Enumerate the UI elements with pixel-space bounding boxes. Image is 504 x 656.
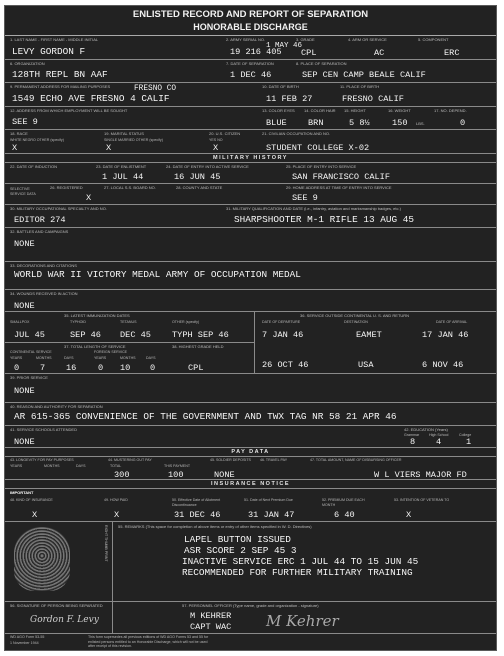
field-serial: 19 216 405: [230, 47, 282, 57]
field-grade: CPL: [301, 48, 317, 58]
label-service-outside: 36. SERVICE OUTSIDE CONTINENTAL U. S. AND RETURN: [300, 313, 410, 318]
field-emp-addr: SEE 9: [12, 117, 38, 127]
label-deposits: 45. SOLDIER DEPOSITS: [210, 458, 251, 462]
label-ins-prem: 52. PREMIUM DUE EACH MONTH: [322, 498, 365, 507]
label-enlistment: 23. DATE OF ENLISTMENT: [96, 164, 147, 169]
field-tetanus: DEC 45: [120, 330, 151, 340]
remark-line-3: INACTIVE SERVICE ERC 1 JUL 44 TO 15 JUN 45: [182, 556, 419, 567]
label-hair: 14. COLOR HAIR: [304, 108, 336, 113]
label-address: 9. PERMANENT ADDRESS FOR MAILING PURPOSES: [10, 84, 111, 89]
marital-options: SINGLE MARRIED OTHER (specify): [104, 138, 163, 142]
label-education: 42. EDUCATION (Years): [404, 427, 448, 432]
field-schools: NONE: [14, 437, 35, 447]
field-home-addr: SEE 9: [292, 193, 318, 203]
field-county: FRESNO CO: [134, 85, 177, 93]
label-total-amount: 47. TOTAL AMOUNT, NAME OF DISBURSING OFFICER: [310, 458, 402, 462]
label-arrival: DATE OF ARRIVAL: [436, 320, 468, 324]
label-reason: 40. REASON AND AUTHORITY FOR SEPARATION: [10, 404, 103, 409]
label-emp-addr: 12. ADDRESS FROM WHICH EMPLOYMENT WILL BE SOUGHT: [10, 108, 128, 113]
label-board: 27. LOCAL S.S. BOARD NO.: [104, 185, 156, 190]
label-pay-days: DAYS: [76, 464, 86, 468]
label-pay-this: THIS PAYMENT: [164, 464, 191, 468]
field-ins-prem: 6 40: [334, 510, 355, 520]
label-dob: 10. DATE OF BIRTH: [262, 84, 299, 89]
field-ins-how: X: [114, 510, 120, 520]
label-qualification: 31. MILITARY QUALIFICATION AND DATE (i.e., infantry, aviation and marksmanship badges, etc.): [226, 206, 401, 211]
field-dependents: 0: [460, 118, 466, 128]
field-name: LEVY GORDON F: [12, 46, 86, 57]
label-months-c: MONTHS: [36, 356, 52, 360]
field-active: 16 JUN 45: [174, 172, 221, 182]
label-personnel-officer: 57. PERSONNEL OFFICER (Type name, grade and organization - signature): [182, 603, 319, 608]
registered-mark: X: [86, 193, 92, 203]
field-other-imm: TYPH SEP 46: [172, 330, 229, 340]
label-days-c: DAYS: [64, 356, 74, 360]
label-component: 5. COMPONENT: [418, 37, 449, 42]
field-ins-eff: 31 DEC 46: [174, 510, 221, 520]
field-component: ERC: [444, 48, 460, 58]
label-years-c: YEARS: [10, 356, 23, 360]
field-date-sep: 1 DEC 46: [230, 70, 272, 80]
label-longevity: 43. LONGEVITY FOR PAY PURPOSES: [10, 458, 74, 462]
label-induction: 22. DATE OF INDUCTION: [10, 164, 58, 169]
form-border: [4, 5, 497, 651]
citizen-mark: X: [213, 143, 219, 153]
field-destination-2: USA: [358, 360, 374, 370]
label-ins-how: 49. HOW PAID: [104, 498, 128, 502]
label-college: College: [459, 433, 472, 437]
field-organization: 128TH REPL BN AAF: [12, 69, 108, 80]
discharge-form: [4, 5, 497, 651]
field-departure-2: 26 OCT 46: [262, 360, 309, 370]
important-label: IMPORTANT: [10, 490, 34, 495]
label-serial: 2. ARMY SERIAL NO.: [226, 37, 266, 42]
label-pay-years: YEARS: [10, 464, 23, 468]
field-edu-high: 4: [436, 437, 442, 447]
thumbprint-label: RIGHT THUMB PRINT: [104, 525, 108, 562]
field-ins-kind: X: [32, 510, 38, 520]
label-remarks: 55. REMARKS (This space for completion of above items or entry of other items specified in W. D. Directives): [118, 524, 312, 529]
form-subtitle: HONORABLE DISCHARGE: [193, 22, 308, 32]
veteran-signature: Gordon F. Levy: [30, 615, 99, 625]
field-for-months: 10: [120, 363, 131, 373]
race-mark: X: [12, 143, 18, 153]
label-typhoid: TYPHOID: [70, 320, 86, 324]
field-mos: EDITOR 274: [14, 215, 66, 225]
label-ins-eff: 50. Effective Date of Allotment Discontinuance: [172, 498, 221, 507]
date-stamp: 1 MAY 46: [266, 42, 303, 50]
field-reason: AR 615-365 CONVENIENCE OF THE GOVERNMENT AND TWX TAG NR 58 21 APR 46: [14, 411, 397, 422]
field-mustering-this: 100: [168, 470, 184, 480]
label-departure: DATE OF DEPARTURE: [262, 320, 301, 324]
remark-line-1: LAPEL BUTTON ISSUED: [184, 534, 291, 545]
label-registered: 26. REGISTERED: [50, 185, 83, 190]
field-place-sep: SEP CEN CAMP BEALE CALIF: [302, 70, 426, 80]
field-dob: 11 FEB 27: [266, 94, 313, 104]
field-prior-service: NONE: [14, 386, 35, 396]
field-destination-1: EAMET: [356, 330, 382, 340]
officer-signature: M Kehrer: [266, 612, 339, 630]
field-address: 1549 ECHO AVE FRESNO 4 CALIF: [12, 93, 170, 104]
label-tetanus: TETANUS: [120, 320, 137, 324]
label-battles: 32. BATTLES AND CAMPAIGNS: [10, 229, 69, 234]
field-cont-days: 16: [66, 363, 77, 373]
label-arm: 4. ARM OR SERVICE: [348, 37, 387, 42]
label-wounds: 34. WOUNDS RECEIVED IN ACTION: [10, 291, 78, 296]
label-highschool: High School: [429, 433, 449, 437]
remark-line-4: RECOMMENDED FOR FURTHER MILITARY TRAINING: [182, 567, 413, 578]
label-place-sep: 8. PLACE OF SEPARATION: [296, 61, 347, 66]
race-options: WHITE NEGRO OTHER (specify): [10, 138, 64, 142]
insurance-band: INSURANCE NOTICE: [4, 479, 497, 489]
field-officer-grade: CAPT WAC: [190, 622, 232, 632]
label-travel: 46. TRAVEL PAY: [260, 458, 288, 462]
field-highest-grade: CPL: [188, 363, 204, 373]
field-deposits: NONE: [214, 470, 235, 480]
field-enlistment: 1 JUL 44: [102, 172, 144, 182]
label-smallpox: SMALLPOX: [10, 320, 30, 324]
label-date-sep: 7. DATE OF SEPARATION: [226, 61, 274, 66]
citizen-options: YES NO: [209, 138, 223, 142]
label-mustering: 44. MUSTERING OUT PAY: [108, 458, 152, 462]
field-disbursing: W L VIERS MAJOR FD: [374, 470, 467, 480]
label-marital: 19. MARITAL STATUS: [104, 131, 144, 136]
label-total-service: 37. TOTAL LENGTH OF SERVICE: [64, 344, 126, 349]
label-months-f: MONTHS: [120, 356, 136, 360]
label-dependents: 17. NO. DEPEND.: [434, 108, 467, 113]
marital-mark: X: [106, 143, 112, 153]
field-officer-name: M KEHRER: [190, 611, 232, 621]
label-prior-service: 39. PRIOR SERVICE: [10, 375, 48, 380]
field-edu-college: 1: [466, 437, 472, 447]
label-highest-grade: 38. HIGHEST GRADE HELD: [172, 344, 224, 349]
field-qualification: SHARPSHOOTER M-1 RIFLE 13 AUG 45: [234, 214, 415, 225]
field-height: 5 8½: [349, 118, 370, 128]
label-days-f: DAYS: [146, 356, 156, 360]
field-hair: BRN: [308, 118, 324, 128]
label-weight: 16. WEIGHT: [388, 108, 411, 113]
selective-service-label: SELECTIVE SERVICE DATA: [10, 187, 36, 196]
label-continental: CONTINENTAL SERVICE: [10, 350, 52, 354]
field-arrival-2: 6 NOV 46: [422, 360, 464, 370]
label-home-addr: 29. HOME ADDRESS AT TIME OF ENTRY INTO SERVICE: [286, 185, 392, 190]
field-eyes: BLUE: [266, 118, 287, 128]
label-grade: 3. GRADE: [296, 37, 315, 42]
label-decorations: 33. DECORATIONS AND CITATIONS: [10, 263, 77, 268]
label-pob: 11. PLACE OF BIRTH: [340, 84, 380, 89]
field-weight: 150: [392, 118, 408, 128]
label-destination: DESTINATION: [344, 320, 368, 324]
label-schools: 41. SERVICE SCHOOLS ATTENDED: [10, 427, 77, 432]
label-grammar: Grammar: [404, 433, 420, 437]
label-entry-place: 25. PLACE OF ENTRY INTO SERVICE: [286, 164, 357, 169]
label-ins-kind: 48. KIND OF INSURANCE: [10, 498, 53, 502]
form-date: 1 November 1944: [10, 641, 39, 645]
label-mos: 30. MILITARY OCCUPATIONAL SPECIALTY AND NO.: [10, 206, 107, 211]
label-veteran-signature: 56. SIGNATURE OF PERSON BEING SEPARATED: [10, 603, 103, 608]
label-active: 24. DATE OF ENTRY INTO ACTIVE SERVICE: [166, 164, 249, 169]
field-mustering-total: 300: [114, 470, 130, 480]
field-cont-months: 7: [40, 363, 46, 373]
field-entry-place: SAN FRANCISCO CALIF: [292, 172, 390, 182]
footer-note: This form supersedes all previous editions of WD AGO Forms 53 and 55 for enlisted persons entitled to an Honorable Discharge, which will not be used after receipt of this revision.: [88, 635, 209, 648]
label-pay-total: TOTAL: [110, 464, 122, 468]
field-civ-occ: STUDENT COLLEGE X-02: [266, 143, 370, 153]
field-edu-grammar: 8: [410, 437, 416, 447]
form-number: WD AGO Form 53-55: [10, 635, 45, 639]
label-org: 6. ORGANIZATION: [10, 61, 45, 66]
field-for-days: 0: [150, 363, 156, 373]
label-citizen: 20. U.S. CITIZEN: [209, 131, 241, 136]
label-foreign: FOREIGN SERVICE: [94, 350, 128, 354]
remark-line-2: ASR SCORE 2 SEP 45 3: [184, 545, 297, 556]
label-eyes: 13. COLOR EYES: [262, 108, 295, 113]
field-decorations: WORLD WAR II VICTORY MEDAL ARMY OF OCCUPATION MEDAL: [14, 269, 301, 280]
field-battles: NONE: [14, 239, 35, 249]
label-race: 18. RACE: [10, 131, 28, 136]
label-immunization: 35. LATEST IMMUNIZATION DATES: [64, 313, 130, 318]
label-civ-occ: 21. CIVILIAN OCCUPATION AND NO.: [262, 131, 331, 136]
form-title: ENLISTED RECORD AND REPORT OF SEPARATION: [132, 9, 369, 20]
label-ins-intent: 53. INTENTION OF VETERAN TO: [394, 498, 450, 502]
label-county: 28. COUNTY AND STATE: [176, 185, 223, 190]
field-smallpox: JUL 45: [14, 330, 45, 340]
label-height: 15. HEIGHT: [344, 108, 366, 113]
weight-unit: LBS.: [416, 121, 425, 126]
field-arm: AC: [374, 48, 385, 58]
military-history-band: MILITARY HISTORY: [4, 153, 497, 163]
field-arrival-1: 17 JAN 46: [422, 330, 469, 340]
label-ins-next: 51. Date of Next Premium Due: [244, 498, 293, 502]
field-ins-next: 31 JAN 47: [248, 510, 295, 520]
field-typhoid: SEP 46: [70, 330, 101, 340]
label-years-f: YEARS: [94, 356, 107, 360]
field-pob: FRESNO CALIF: [342, 94, 404, 104]
label-name: 1. LAST NAME - FIRST NAME - MIDDLE INITIAL: [10, 37, 99, 42]
label-pay-months: MONTHS: [44, 464, 60, 468]
field-wounds: NONE: [14, 301, 35, 311]
pay-data-band: PAY DATA: [4, 447, 497, 457]
field-cont-years: 0: [14, 363, 20, 373]
field-for-years: 0: [98, 363, 104, 373]
field-departure-1: 7 JAN 46: [262, 330, 304, 340]
field-ins-intent: X: [406, 510, 412, 520]
label-other-imm: OTHER (specify): [172, 320, 200, 324]
